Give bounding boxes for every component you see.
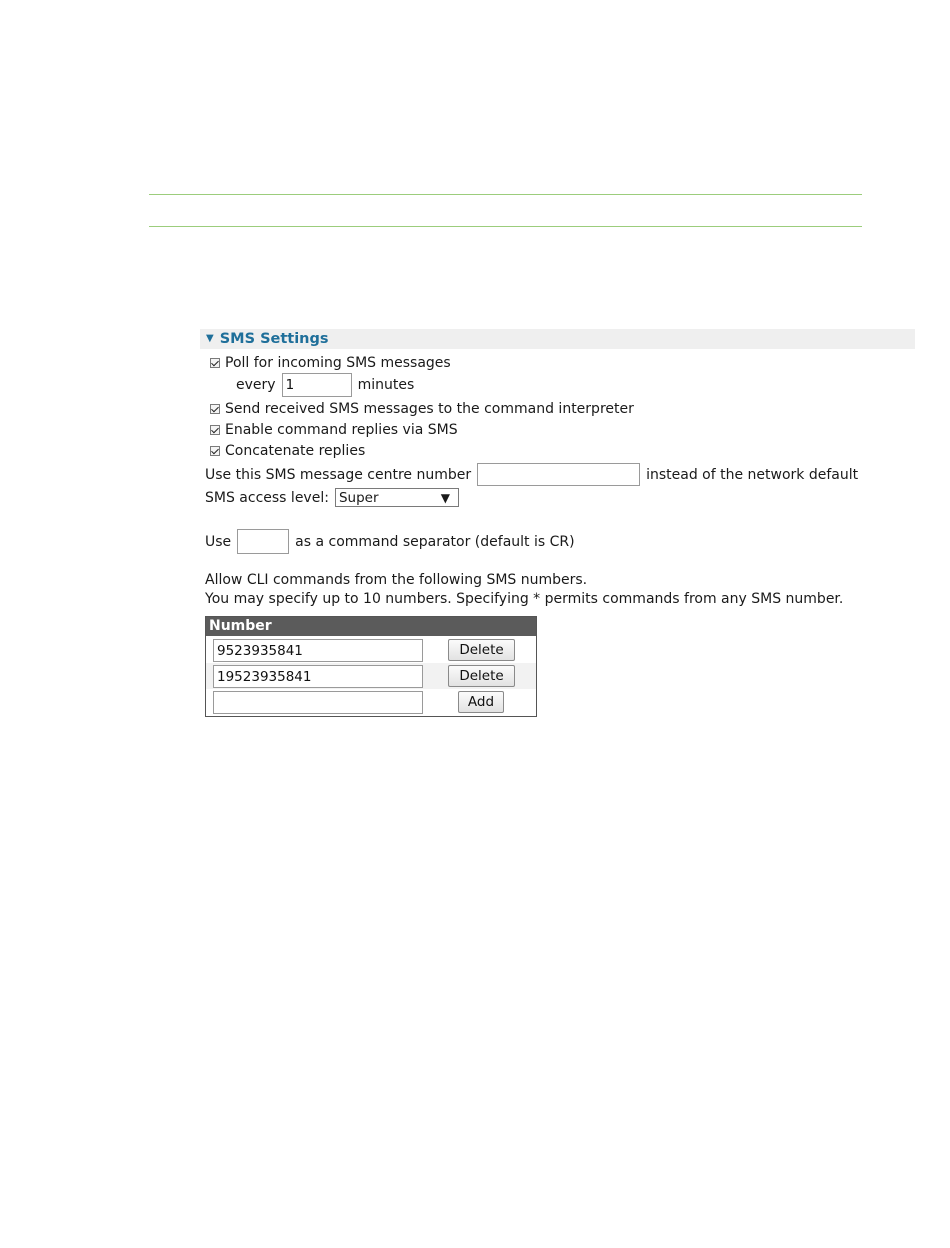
access-level-label: SMS access level:	[205, 489, 329, 506]
enable-replies-checkbox[interactable]	[210, 425, 220, 435]
number-column-header: Number	[206, 617, 536, 636]
delete-number-1-button[interactable]: Delete	[448, 639, 515, 661]
table-row	[206, 663, 536, 689]
centre-suffix-label: instead of the network default	[646, 466, 859, 483]
poll-row	[200, 355, 451, 371]
access-level-select[interactable]	[335, 488, 459, 507]
access-level-row	[205, 488, 459, 507]
add-number-button[interactable]: Add	[458, 691, 504, 713]
minutes-label: minutes	[357, 377, 415, 393]
section-title: SMS Settings	[219, 331, 329, 347]
new-number-input[interactable]	[213, 691, 423, 714]
dropdown-arrow-icon: ▼	[440, 490, 450, 505]
allow-line-2	[205, 591, 843, 607]
separator-prefix-label: Use	[205, 533, 232, 550]
separator-row	[205, 529, 575, 554]
concatenate-row	[200, 443, 365, 459]
sms-settings-header[interactable]	[200, 329, 915, 349]
separator-suffix-label: as a command separator (default is CR)	[295, 533, 575, 550]
centre-number-row	[205, 463, 858, 486]
access-level-value: Super	[338, 489, 379, 506]
send-received-checkbox[interactable]	[210, 404, 220, 414]
concatenate-label: Concatenate replies	[225, 443, 366, 459]
every-label: every	[236, 377, 276, 393]
poll-interval-input[interactable]	[282, 373, 352, 397]
number-input-2[interactable]	[213, 665, 423, 688]
enable-replies-label: Enable command replies via SMS	[225, 422, 458, 438]
sms-settings-panel	[200, 329, 915, 710]
divider-top	[149, 194, 862, 195]
allow-text-1: Allow CLI commands from the following SMS numbers.	[205, 572, 588, 588]
enable-replies-row	[200, 422, 458, 438]
separator-input[interactable]	[237, 529, 289, 554]
allow-line-1	[205, 572, 587, 588]
poll-interval-row	[236, 373, 414, 397]
allow-text-2: You may specify up to 10 numbers. Specifying * permits commands from any SMS number.	[205, 591, 844, 607]
centre-prefix-label: Use this SMS message centre number	[205, 466, 472, 483]
collapse-triangle-icon[interactable]: ▼	[206, 333, 214, 344]
divider-bottom	[149, 226, 862, 227]
poll-checkbox[interactable]	[210, 358, 220, 368]
concatenate-checkbox[interactable]	[210, 446, 220, 456]
send-received-label: Send received SMS messages to the command interpreter	[225, 401, 634, 417]
send-received-row	[200, 401, 634, 417]
delete-number-2-button[interactable]: Delete	[448, 665, 515, 687]
sms-numbers-table	[205, 616, 537, 717]
number-input-1[interactable]	[213, 639, 423, 662]
poll-label: Poll for incoming SMS messages	[225, 355, 451, 371]
centre-number-input[interactable]	[477, 463, 640, 486]
table-row	[206, 637, 536, 663]
table-row-new	[206, 689, 536, 715]
